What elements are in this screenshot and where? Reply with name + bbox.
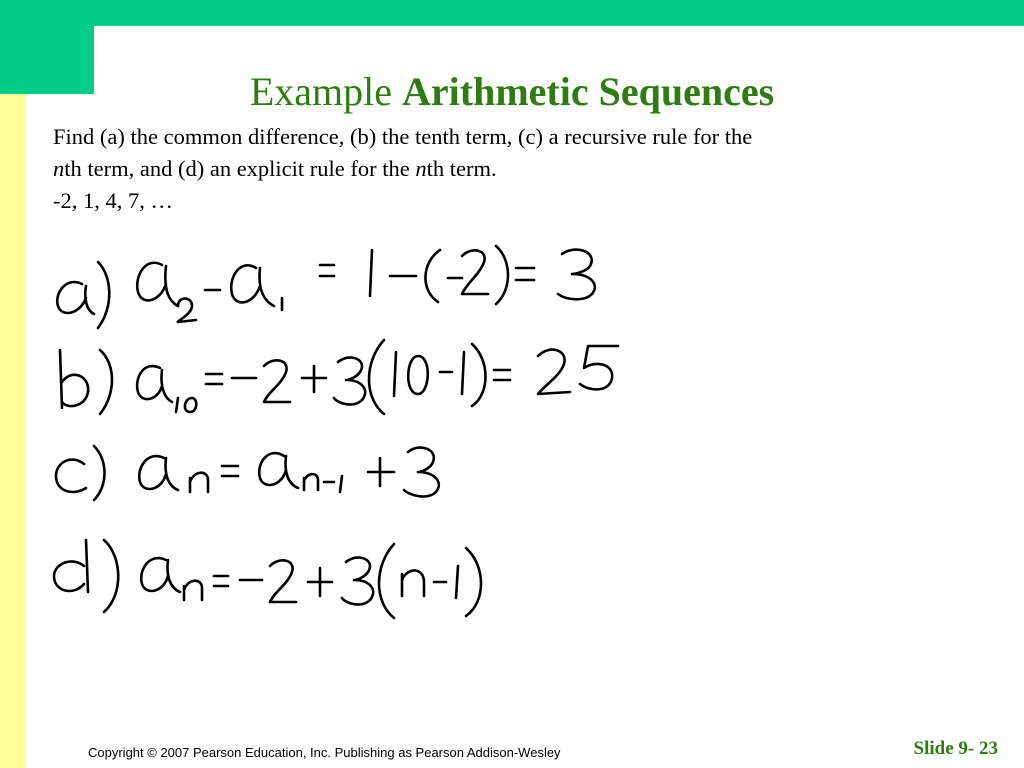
copyright-notice: Copyright © 2007 Pearson Education, Inc. Publishing as Pearson Addison-Wesley (88, 745, 561, 760)
title-bold: Arithmetic Sequences (402, 69, 775, 114)
variable-n-2: n (415, 156, 427, 181)
variable-n: n (53, 156, 65, 181)
title-prefix: Example (249, 69, 402, 114)
problem-line-2-end: th term. (426, 156, 497, 181)
problem-line-1: Find (a) the common difference, (b) the tenth term, (c) a recursive rule for the (53, 124, 753, 149)
sequence-terms: -2, 1, 4, 7, … (53, 188, 173, 213)
slide-number: Slide 9- 23 (913, 738, 998, 759)
hw-line-b (60, 340, 618, 414)
hw-line-a (57, 246, 595, 328)
problem-line-2-mid: th term, and (d) an explicit rule for the (64, 156, 416, 181)
hw-line-c (56, 446, 439, 500)
hw-line-d (54, 540, 481, 618)
